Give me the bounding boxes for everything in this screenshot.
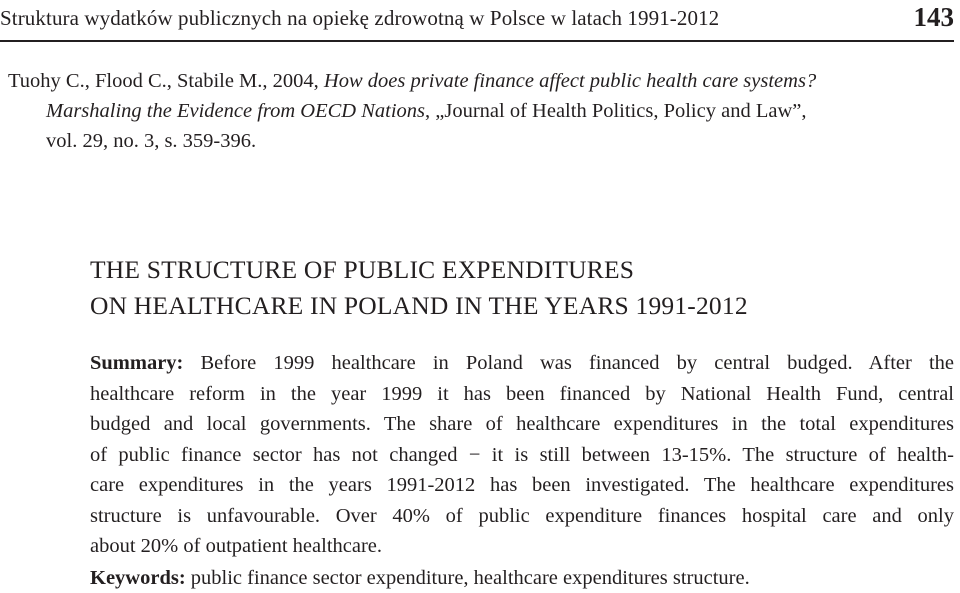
summary-label: Summary: [90,352,184,374]
summary-line-text: Before 1999 healthcare in Poland was financed by central budged. After the [183,352,954,374]
summary-line: structure is unfavourable. Over 40% of public expenditure finances hospital care and only [90,504,954,527]
english-title-line-1: THE STRUCTURE OF PUBLIC EXPENDITURES [90,255,635,284]
english-title-line-2: ON HEALTHCARE IN POLAND IN THE YEARS 1991-2012 [90,291,748,320]
header-divider [0,40,954,42]
reference-title-part1: How does private finance affect public health care systems? [323,70,817,92]
summary-line: budged and local governments. The share of healthcare expenditures in the total expenditures [90,413,954,435]
reference-continuation [8,96,954,126]
english-title [90,252,950,324]
reference-title-part2: Marshaling the Evidence from OECD Nations [46,100,426,122]
running-header [0,4,954,34]
summary-line: of public finance sector has not changed − it is still between 13-15%. The structure of health- [90,443,954,466]
reference-journal: , „Journal of Health Politics, Policy and Law”, [425,100,807,122]
bibliography-entry [8,66,954,156]
keywords-text: public finance sector expenditure, healthcare expenditures structure. [185,567,750,589]
summary-line: about 20% of outpatient healthcare. [90,535,383,557]
page-number: 143 [913,2,954,32]
reference-details: vol. 29, no. 3, s. 359-396. [46,130,257,152]
summary-paragraph [90,348,954,562]
keywords-line [90,563,954,593]
summary-line: care expenditures in the years 1991-2012 has been investigated. The healthcare expenditures [90,474,954,496]
running-header-title: Struktura wydatków publicznych na opiekę zdrowotną w Polsce w latach 1991-2012 [0,6,720,30]
reference-authors: Tuohy C., Flood C., Stabile M., 2004, [8,70,324,92]
summary-line [90,348,954,379]
keywords-label: Keywords: [90,567,186,589]
summary-line: healthcare reform in the year 1999 it has been financed by National Health Fund, central [90,382,954,405]
